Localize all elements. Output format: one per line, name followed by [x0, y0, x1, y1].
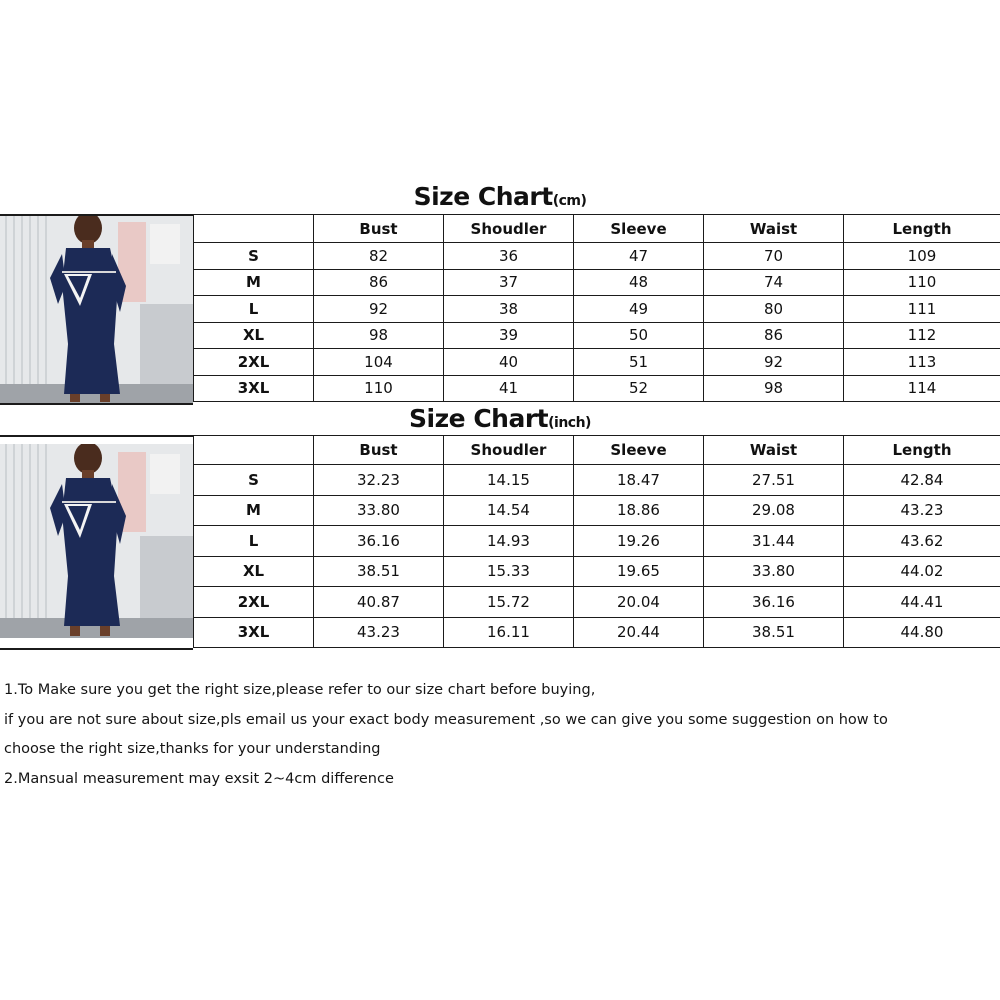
header-sleeve: Sleeve [574, 215, 704, 243]
table-row [194, 375, 1000, 402]
note-line: 1.To Make sure you get the right size,please refer to our size chart before buying, [4, 682, 596, 698]
waist-value: 74 [704, 269, 844, 296]
sleeve-value: 50 [574, 322, 704, 349]
table-header-row [194, 436, 1000, 465]
bust-value: 40.87 [314, 587, 444, 618]
sleeve-value: 47 [574, 243, 704, 270]
length-value: 43.23 [844, 495, 1000, 526]
dress-photo-inch [0, 444, 193, 638]
size-chart-inch-title [0, 404, 1000, 438]
size-label: 3XL [194, 617, 314, 648]
size-label: 2XL [194, 587, 314, 618]
length-value: 44.02 [844, 556, 1000, 587]
size-label: S [194, 243, 314, 270]
size-label: L [194, 296, 314, 323]
size-label: XL [194, 556, 314, 587]
note-line: if you are not sure about size,pls email us your exact body measurement ,so we can give you some suggestion on how to [4, 711, 888, 728]
shoulder-value: 40 [444, 349, 574, 376]
table-row [194, 243, 1000, 270]
waist-value: 38.51 [704, 617, 844, 648]
length-value: 113 [844, 349, 1000, 376]
size-label: S [194, 465, 314, 496]
bust-value: 110 [314, 375, 444, 402]
sleeve-value: 20.44 [574, 617, 704, 648]
waist-value: 92 [704, 349, 844, 376]
sleeve-value: 19.26 [574, 526, 704, 557]
bust-value: 82 [314, 243, 444, 270]
header-waist: Waist [704, 215, 844, 243]
length-value: 43.62 [844, 526, 1000, 557]
header-shoulder: Shoudler [444, 215, 574, 243]
size-chart-cm-title [0, 182, 1000, 216]
size-label: 2XL [194, 349, 314, 376]
bust-value: 33.80 [314, 495, 444, 526]
sleeve-value: 48 [574, 269, 704, 296]
sleeve-value: 52 [574, 375, 704, 402]
table-row [194, 587, 1000, 618]
table-row [194, 556, 1000, 587]
table-row [194, 465, 1000, 496]
shoulder-value: 39 [444, 322, 574, 349]
table-row [194, 269, 1000, 296]
waist-value: 98 [704, 375, 844, 402]
waist-value: 31.44 [704, 526, 844, 557]
header-size-blank [194, 215, 314, 243]
waist-value: 33.80 [704, 556, 844, 587]
waist-value: 70 [704, 243, 844, 270]
shoulder-value: 14.15 [444, 465, 574, 496]
shoulder-value: 36 [444, 243, 574, 270]
size-chart-cm-unit: (cm) [552, 193, 587, 209]
length-value: 114 [844, 375, 1000, 402]
header-sleeve: Sleeve [574, 436, 704, 465]
table-row [194, 322, 1000, 349]
bust-value: 86 [314, 269, 444, 296]
size-table-cm [193, 214, 1000, 402]
length-value: 44.41 [844, 587, 1000, 618]
bust-value: 104 [314, 349, 444, 376]
table-row [194, 495, 1000, 526]
header-shoulder: Shoudler [444, 436, 574, 465]
table-row [194, 617, 1000, 648]
sleeve-value: 20.04 [574, 587, 704, 618]
photo-inch-bottom-border [0, 648, 193, 650]
length-value: 111 [844, 296, 1000, 323]
shoulder-value: 15.33 [444, 556, 574, 587]
bust-value: 92 [314, 296, 444, 323]
shoulder-value: 37 [444, 269, 574, 296]
header-length: Length [844, 436, 1000, 465]
photo-cm-top-border [0, 214, 193, 216]
photo-inch-top-border [0, 435, 193, 437]
sleeve-value: 19.65 [574, 556, 704, 587]
length-value: 42.84 [844, 465, 1000, 496]
waist-value: 29.08 [704, 495, 844, 526]
note-line: 2.Mansual measurement may exsit 2~4cm difference [4, 770, 394, 787]
shoulder-value: 16.11 [444, 617, 574, 648]
header-size-blank [194, 436, 314, 465]
sleeve-value: 18.47 [574, 465, 704, 496]
sleeve-value: 18.86 [574, 495, 704, 526]
waist-value: 36.16 [704, 587, 844, 618]
shoulder-value: 14.93 [444, 526, 574, 557]
note-line: choose the right size,thanks for your understanding [4, 741, 381, 757]
shoulder-value: 15.72 [444, 587, 574, 618]
waist-value: 86 [704, 322, 844, 349]
size-label: M [194, 495, 314, 526]
bust-value: 32.23 [314, 465, 444, 496]
bust-value: 43.23 [314, 617, 444, 648]
waist-value: 27.51 [704, 465, 844, 496]
table-row [194, 526, 1000, 557]
size-chart-cm-title-text: Size Chart [413, 182, 553, 211]
header-bust: Bust [314, 436, 444, 465]
header-waist: Waist [704, 436, 844, 465]
sleeve-value: 51 [574, 349, 704, 376]
bust-value: 98 [314, 322, 444, 349]
length-value: 112 [844, 322, 1000, 349]
size-table-inch [193, 435, 1000, 648]
size-label: M [194, 269, 314, 296]
shoulder-value: 41 [444, 375, 574, 402]
length-value: 110 [844, 269, 1000, 296]
table-row [194, 349, 1000, 376]
shoulder-value: 14.54 [444, 495, 574, 526]
length-value: 44.80 [844, 617, 1000, 648]
header-length: Length [844, 215, 1000, 243]
table-header-row [194, 215, 1000, 243]
waist-value: 80 [704, 296, 844, 323]
sleeve-value: 49 [574, 296, 704, 323]
size-chart-inch-title-text: Size Chart [409, 404, 549, 433]
bust-value: 36.16 [314, 526, 444, 557]
header-bust: Bust [314, 215, 444, 243]
size-label: XL [194, 322, 314, 349]
size-notes [4, 676, 994, 794]
size-chart-inch-unit: (inch) [548, 415, 591, 431]
length-value: 109 [844, 243, 1000, 270]
size-label: 3XL [194, 375, 314, 402]
dress-photo-cm [0, 214, 193, 404]
size-label: L [194, 526, 314, 557]
bust-value: 38.51 [314, 556, 444, 587]
table-row [194, 296, 1000, 323]
shoulder-value: 38 [444, 296, 574, 323]
